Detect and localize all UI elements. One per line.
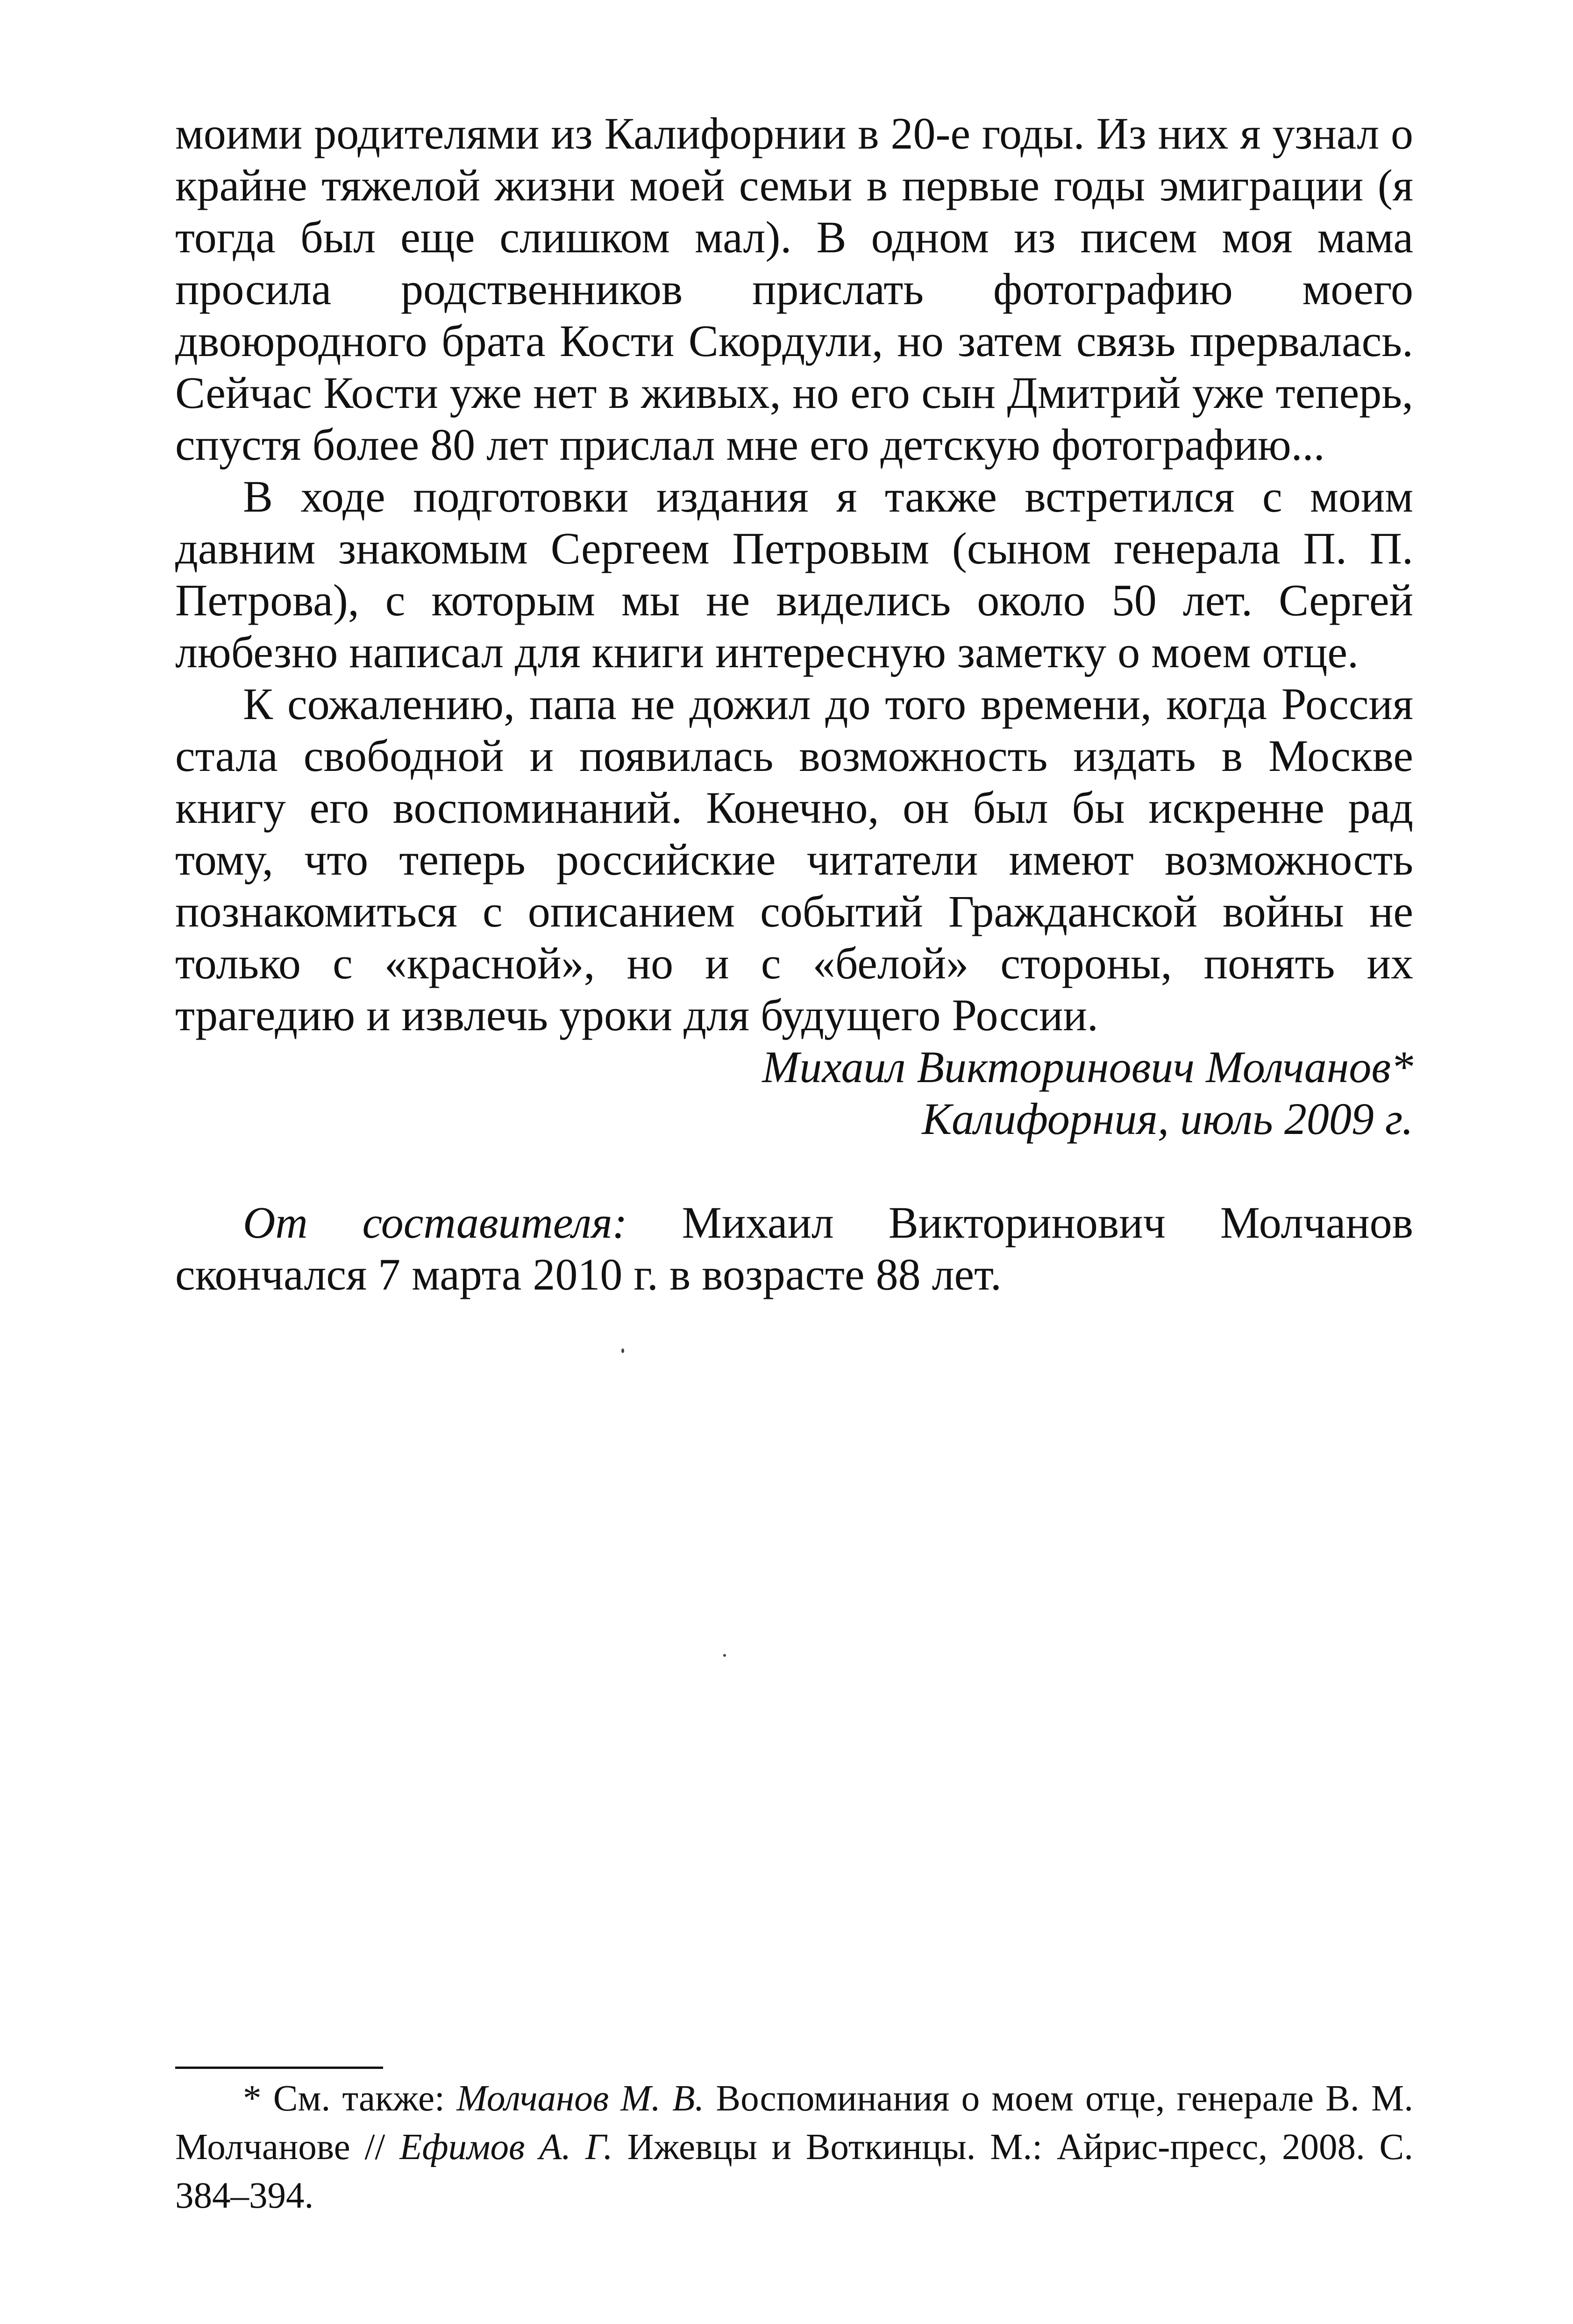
compiler-note <box>175 1197 1413 1300</box>
footnote-author-2: Ефимов А. Г. <box>399 2127 613 2167</box>
compiler-note-label: От составителя: <box>243 1198 627 1248</box>
paragraph-2: В ходе подготовки издания я также встретился с моим давним знакомым Сергеем Петровым (сыном генерала П. П. Петрова), с которым мы не виделись около 50 лет. Сергей любезно написал для книги интересную заметку о моем отце. <box>175 471 1413 677</box>
footnote <box>175 2074 1413 2220</box>
scan-speck <box>621 1348 624 1353</box>
page-body <box>175 107 1413 1345</box>
paragraph-3: К сожалению, папа не дожил до того времени, когда Россия стала свободной и появилась возможность издать в Москве книгу его воспоминаний. Конечно, он был бы искренне рад тому, что теперь российские читатели имеют возможность познакомиться с описанием событий Гражданской войны не только с «красной», но и с «белой» стороны, понять их трагедию и извлечь уроки для будущего России. <box>175 679 1413 1040</box>
footnote-title-2: Ижевцы и Воткинцы. М.: Айрис-пресс, 2008. С. 384–394. <box>175 2127 1414 2216</box>
signature-place-date: Калифорния, июль 2009 г. <box>922 1094 1413 1144</box>
footnote-marker: * <box>243 2078 273 2119</box>
compiler-note-text: Михаил Викторинович Молчанов скончался 7 марта 2010 г. в возрасте 88 лет. <box>175 1198 1414 1299</box>
footnote-author-1: Молчанов М. В. <box>456 2078 705 2119</box>
signature-block <box>175 1041 1413 1145</box>
scan-speck <box>723 1654 726 1657</box>
footnote-prefix: См. также: <box>273 2078 457 2119</box>
signature-name: Михаил Викторинович Молчанов* <box>762 1042 1413 1092</box>
paragraph-1: моими родителями из Калифорнии в 20-е годы. Из них я узнал о крайне тяжелой жизни моей семьи в первые годы эмиграции (я тогда был еще слишком мал). В одном из писем моя мама просила родственников прислать фотографию моего двоюродного брата Кости Скордули, но затем связь прервалась. Сейчас Кости уже нет в живых, но его сын Дмитрий уже теперь, спустя более 80 лет прислал мне его детскую фотографию... <box>175 108 1413 470</box>
footnote-divider <box>175 2067 383 2069</box>
main-text <box>175 107 1413 1041</box>
footnote-title-1: Воспоминания о моем отце, генерале В. М. Молчанове // <box>175 2078 1413 2167</box>
footnote-text <box>175 2074 1413 2220</box>
